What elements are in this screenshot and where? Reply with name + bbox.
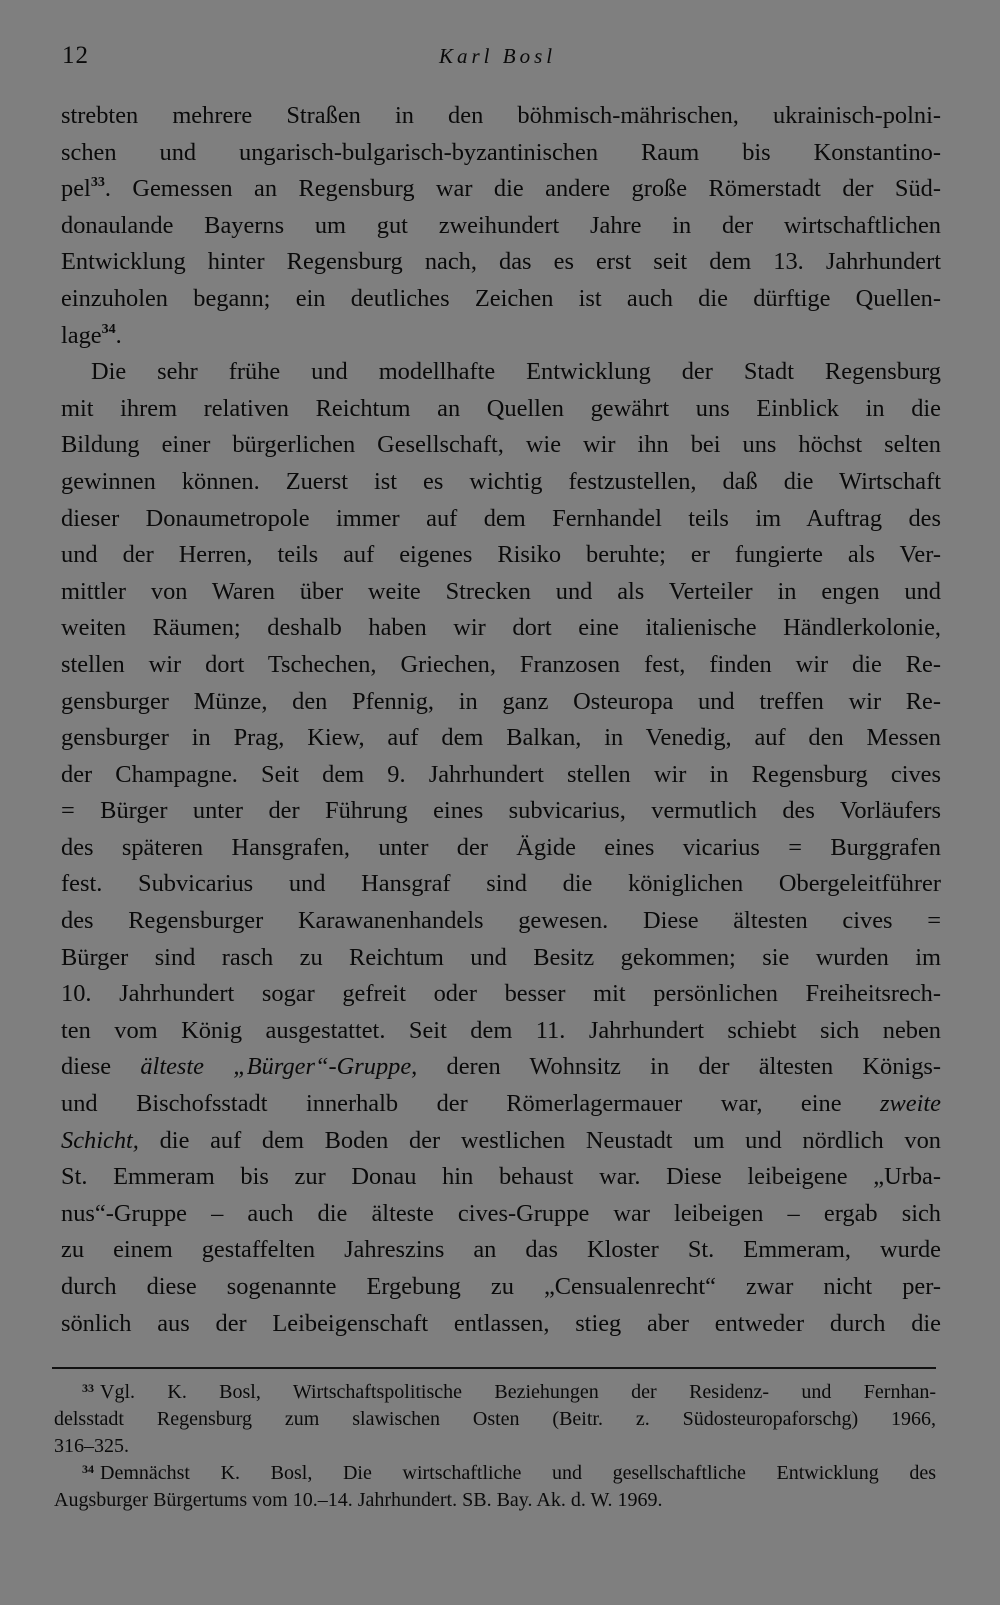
italic-phrase: Schicht, <box>61 1126 139 1154</box>
text-line: zu einem gestaffelten Jahreszins an das Kloster St. Emmeram, wurde <box>61 1236 941 1264</box>
text-line: = Bürger unter der Führung eines subvicarius, vermutlich des Vorläufers <box>61 797 941 825</box>
running-head <box>62 42 938 76</box>
text-line: Bildung einer bürgerlichen Gesellschaft, wie wir ihn bei uns höchst selten <box>61 431 941 459</box>
text-fragment: lage <box>61 321 102 349</box>
italic-phrase: zweite <box>880 1090 941 1118</box>
text-line: des Regensburger Karawanenhandels gewesen. Diese ältesten cives = <box>61 907 941 935</box>
text-line: weiten Räumen; deshalb haben wir dort eine italienische Händlerkolonie, <box>61 614 941 642</box>
text-line: schen und ungarisch-bulgarisch-byzantinischen Raum bis Konstantino- <box>61 138 941 166</box>
footnote-33-line <box>54 1379 936 1406</box>
text-line: gensburger Münze, den Pfennig, in ganz Osteuropa und treffen wir Re- <box>61 687 941 715</box>
footnotes <box>54 1379 936 1514</box>
text-fragment: Gemessen an Regensburg war die andere große Römerstadt der Süd- <box>132 175 941 203</box>
text-line <box>61 1123 941 1160</box>
text-line: strebten mehrere Straßen in den böhmisch-mährischen, ukrainisch-polni- <box>61 102 941 129</box>
running-head-author: Karl Bosl <box>439 44 557 68</box>
text-fragment: . <box>104 175 111 203</box>
footnote-mark-34: 34 <box>82 1462 94 1476</box>
text-line: der Champagne. Seit dem 9. Jahrhundert stellen wir in Regensburg cives <box>61 760 941 788</box>
text-line: donaulande Bayerns um gut zweihundert Jahre in der wirtschaftlichen <box>61 211 941 239</box>
text-fragment: . <box>115 321 122 349</box>
text-line: St. Emmeram bis zur Donau hin behaust war. Diese leibeigene „Urba- <box>61 1163 941 1191</box>
text-line: Entwicklung hinter Regensburg nach, das es erst seit dem 13. Jahrhundert <box>61 248 941 276</box>
text-line: Bürger sind rasch zu Reichtum und Besitz gekommen; sie wurden im <box>61 943 941 971</box>
text-line: nus“-Gruppe – auch die älteste cives-Gruppe war leibeigen – ergab sich <box>61 1199 941 1227</box>
footnote-34-line <box>54 1460 936 1487</box>
footnote-33-line: 316–325. <box>54 1435 129 1457</box>
text-fragment: deren Wohnsitz in der ältesten Königs- <box>446 1053 942 1081</box>
text-line <box>61 171 941 208</box>
text-line: 10. Jahrhundert sogar gefreit oder besser mit persönlichen Freiheitsrech- <box>61 980 941 1008</box>
text-line: mittler von Waren über weite Strecken und als Verteiler in engen und <box>61 577 941 605</box>
footnote-33-line: delsstadt Regensburg zum slawischen Osten (Beitr. z. Südosteuropaforschg) 1966, <box>54 1408 936 1430</box>
footnote-text: Demnächst K. Bosl, Die wirtschaftliche und gesellschaftliche Entwicklung des <box>100 1462 936 1484</box>
text-line: des späteren Hansgrafen, unter der Ägide eines vicarius = Burggrafen <box>61 833 941 861</box>
footnote-divider <box>52 1367 936 1369</box>
text-line: einzuholen begann; ein deutliches Zeichen ist auch die dürftige Quellen- <box>61 284 941 312</box>
text-line <box>61 1049 941 1086</box>
text-line: gensburger in Prag, Kiew, auf dem Balkan, in Venedig, auf den Messen <box>61 724 941 752</box>
footnote-ref-33: 33 <box>90 175 105 191</box>
footnote-mark-33: 33 <box>82 1381 94 1395</box>
text-fragment: die auf dem Boden der westlichen Neustadt um und nördlich von <box>159 1126 941 1154</box>
text-line: stellen wir dort Tschechen, Griechen, Franzosen fest, finden wir die Re- <box>61 650 941 678</box>
footnote-text: Vgl. K. Bosl, Wirtschaftspolitische Beziehungen der Residenz- und Fernhan- <box>100 1381 936 1403</box>
text-line: mit ihrem relativen Reichtum an Quellen gewährt uns Einblick in die <box>61 394 941 422</box>
text-fragment: diese <box>61 1053 112 1081</box>
text-line: ten vom König ausgestattet. Seit dem 11. Jahrhundert schiebt sich neben <box>61 1016 941 1044</box>
footnote-34-line: Augsburger Bürgertums vom 10.–14. Jahrhundert. SB. Bay. Ak. d. W. 1969. <box>54 1489 663 1511</box>
text-line: gewinnen können. Zuerst ist es wichtig festzustellen, daß die Wirtschaft <box>61 467 941 495</box>
italic-phrase: älteste „Bürger“-Gruppe, <box>140 1053 418 1081</box>
text-line: und der Herren, teils auf eigenes Risiko beruhte; er fungierte als Ver- <box>61 541 941 569</box>
main-text <box>61 98 941 1342</box>
footnote-ref-34: 34 <box>101 321 116 337</box>
text-line: durch diese sogenannte Ergebung zu „Censualenrecht“ zwar nicht per- <box>61 1273 941 1300</box>
text-line: dieser Donaumetropole immer auf dem Fernhandel teils im Auftrag des <box>61 504 941 532</box>
text-line: sönlich aus der Leibeigenschaft entlassen, stieg aber entweder durch die <box>61 1309 941 1337</box>
text-fragment: pel <box>61 175 91 203</box>
text-fragment: und Bischofsstadt innerhalb der Römerlagermauer war, eine <box>61 1090 842 1118</box>
text-line: Die sehr frühe und modellhafte Entwicklung der Stadt Regensburg <box>91 358 941 386</box>
text-line <box>61 318 941 355</box>
text-line: fest. Subvicarius und Hansgraf sind die königlichen Obergeleitführer <box>61 870 941 898</box>
page-number: 12 <box>62 42 89 69</box>
text-line <box>61 1086 941 1123</box>
